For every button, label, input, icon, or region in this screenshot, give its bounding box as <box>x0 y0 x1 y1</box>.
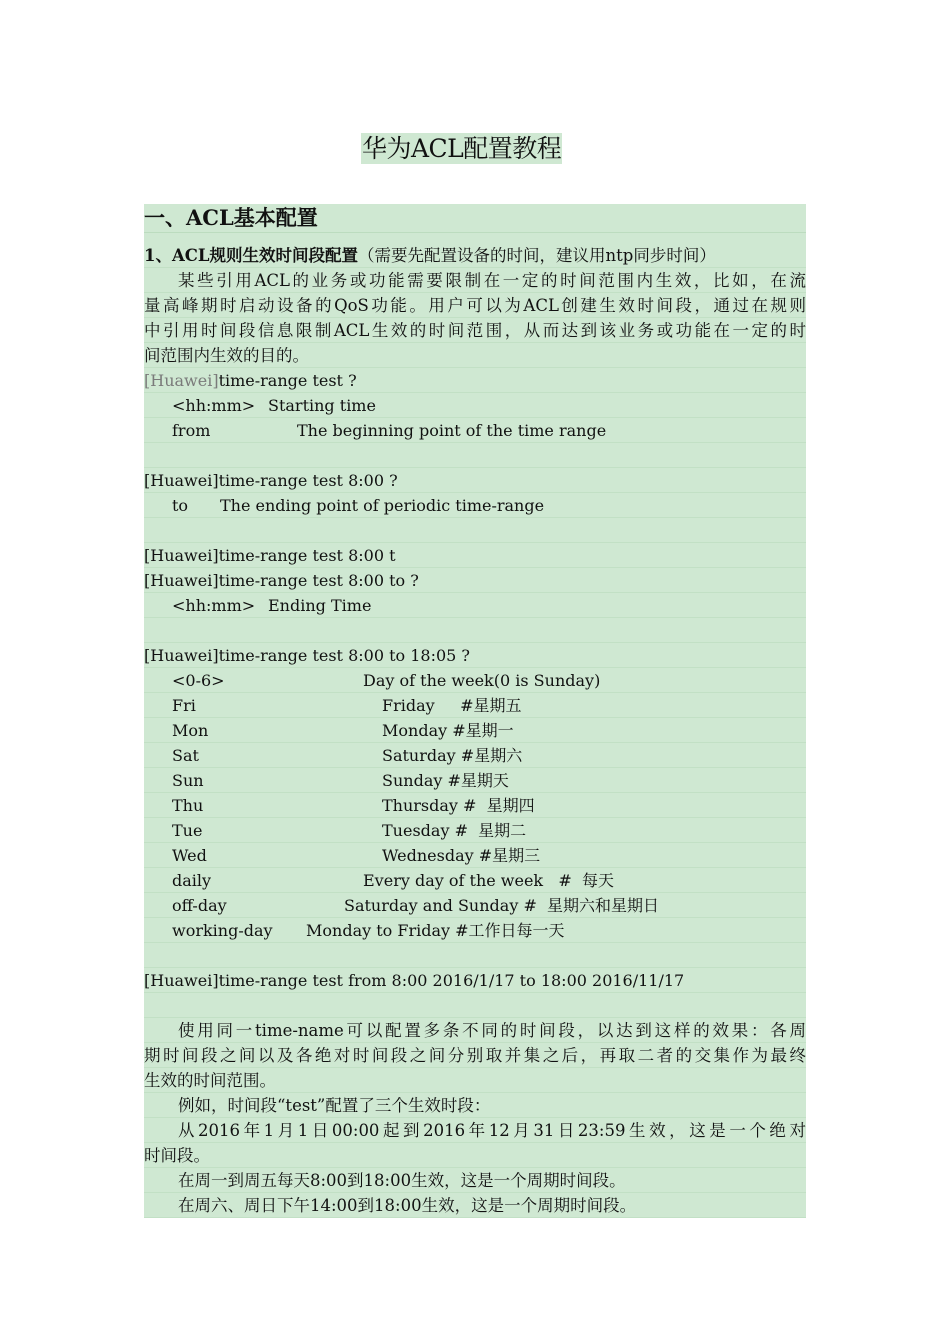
paragraph-line: 间范围内生效的目的。 <box>144 343 806 368</box>
cli-option-key: <hh:mm> <box>172 596 256 615</box>
paragraph-line: 使用同一time-name可以配置多条不同的时间段，以达到这样的效果：各周 <box>144 1018 806 1043</box>
cli-option-line <box>144 868 806 893</box>
cli-option-key: Fri <box>172 696 196 715</box>
paragraph-line: 期时间段之间以及各绝对时间段之间分别取并集之后，再取二者的交集作为最终 <box>144 1043 806 1068</box>
cli-command-line: [Huawei]time-range test 8:00 to ? <box>144 568 806 593</box>
cli-option-key: Tue <box>172 821 203 840</box>
cli-option-desc: Saturday #星期六 <box>382 746 523 765</box>
cli-option-line <box>144 743 806 768</box>
blank-line <box>144 993 806 1018</box>
cli-option-key: <0-6> <box>172 671 225 690</box>
cli-option-desc: Day of the week(0 is Sunday) <box>363 671 601 690</box>
subsection-note: （需要先配置设备的时间，建议用ntp同步时间） <box>358 246 716 265</box>
cli-option-desc: Monday to Friday #工作日每一天 <box>306 921 565 940</box>
cli-option-desc: The ending point of periodic time-range <box>220 496 545 515</box>
paragraph-line: 量高峰期时启动设备的QoS功能。用户可以为ACL创建生效时间段，通过在规则 <box>144 293 806 318</box>
blank-line <box>144 943 806 968</box>
cli-command-line: [Huawei]time-range test 8:00 to 18:05 ? <box>144 643 806 668</box>
cli-option-desc: Wednesday #星期三 <box>382 846 541 865</box>
cli-option-key: from <box>172 421 211 440</box>
cli-option-desc: The beginning point of the time range <box>297 421 607 440</box>
blank-line <box>144 443 806 468</box>
cli-option-key: off-day <box>172 896 227 915</box>
paragraph-line: 时间段。 <box>144 1143 806 1168</box>
cli-option-desc: Starting time <box>268 396 376 415</box>
paragraph-line: 某些引用ACL的业务或功能需要限制在一定的时间范围内生效，比如，在流 <box>144 268 806 293</box>
cli-option-desc: Thursday # 星期四 <box>382 796 535 815</box>
cli-command-line <box>144 368 806 393</box>
document-body <box>144 204 806 1218</box>
cli-option-desc: Ending Time <box>268 596 372 615</box>
cli-option-line <box>144 793 806 818</box>
cli-command: time-range test ? <box>218 371 357 390</box>
cli-option-desc: Every day of the week # 每天 <box>363 871 614 890</box>
cli-command-line: [Huawei]time-range test 8:00 t <box>144 543 806 568</box>
cli-option-key: Sun <box>172 771 204 790</box>
cli-option-desc: Sunday #星期天 <box>382 771 509 790</box>
cli-option-line <box>144 668 806 693</box>
paragraph-line: 中引用时间段信息限制ACL生效的时间范围，从而达到该业务或功能在一定的时 <box>144 318 806 343</box>
cli-option-key: to <box>172 496 189 515</box>
cli-option-line <box>144 393 806 418</box>
cli-option-line <box>144 718 806 743</box>
cli-option-desc: Tuesday # 星期二 <box>382 821 527 840</box>
cli-option-key: Mon <box>172 721 209 740</box>
paragraph-line: 例如，时间段“test”配置了三个生效时段： <box>144 1093 806 1118</box>
paragraph-line: 生效的时间范围。 <box>144 1068 806 1093</box>
section-heading: 一、ACL基本配置 <box>144 204 806 233</box>
cli-option-line <box>144 818 806 843</box>
cli-option-desc: Monday #星期一 <box>382 721 514 740</box>
cli-option-line <box>144 843 806 868</box>
cli-option-line <box>144 918 806 943</box>
subsection-title: 1、ACL规则生效时间段配置 <box>144 246 359 265</box>
cli-option-line <box>144 593 806 618</box>
cli-option-key: <hh:mm> <box>172 396 256 415</box>
cli-option-key: Thu <box>172 796 204 815</box>
cli-option-key: working-day <box>172 921 273 940</box>
cli-option-line <box>144 418 806 443</box>
cli-option-key: Sat <box>172 746 199 765</box>
document-title: 华为ACL配置教程 <box>362 134 562 163</box>
cli-option-desc: Saturday and Sunday # 星期六和星期日 <box>344 896 660 915</box>
cli-option-line <box>144 493 806 518</box>
cli-option-key: Wed <box>172 846 207 865</box>
cli-option-key: daily <box>172 871 212 890</box>
blank-line <box>144 618 806 643</box>
cli-option-line <box>144 693 806 718</box>
paragraph-line: 在周六、周日下午14:00到18:00生效，这是一个周期时间段。 <box>144 1193 806 1218</box>
cli-prompt: [Huawei] <box>144 371 219 390</box>
cli-option-desc: Friday #星期五 <box>382 696 522 715</box>
cli-command-line: [Huawei]time-range test 8:00 ? <box>144 468 806 493</box>
cli-option-line <box>144 768 806 793</box>
cli-command-line: [Huawei]time-range test from 8:00 2016/1/17 to 18:00 2016/11/17 <box>144 968 806 993</box>
paragraph-line: 在周一到周五每天8:00到18:00生效，这是一个周期时间段。 <box>144 1168 806 1193</box>
paragraph-line: 从2016年1月1日00:00起到2016年12月31日23:59生效，这是一个绝对 <box>144 1118 806 1143</box>
subsection-heading <box>144 243 806 268</box>
cli-option-line <box>144 893 806 918</box>
blank-line <box>144 518 806 543</box>
